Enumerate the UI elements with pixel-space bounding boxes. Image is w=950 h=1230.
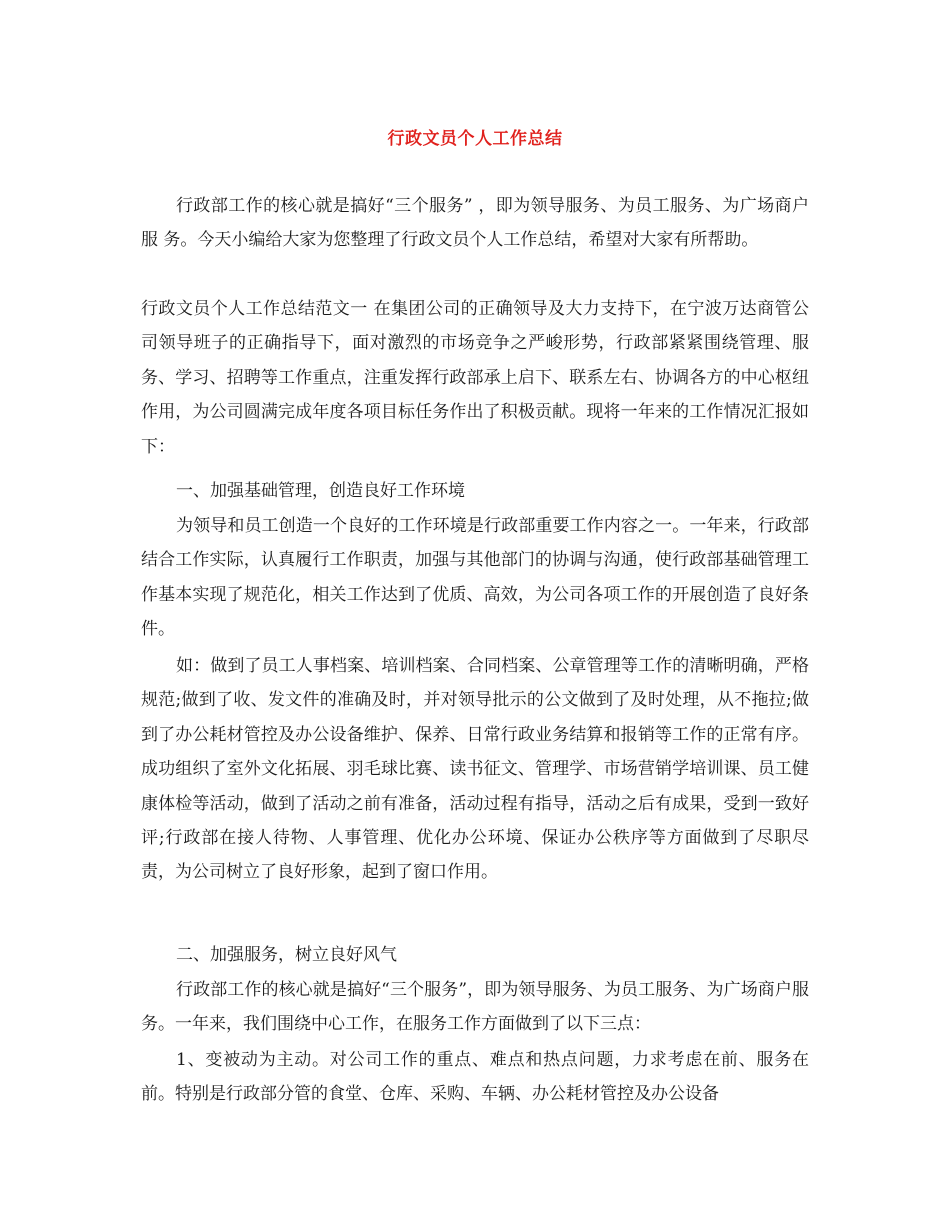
section-heading-1: 一、加强基础管理，创造良好工作环境 <box>176 481 465 501</box>
section-heading-2: 二、加强服务，树立良好风气 <box>176 945 397 965</box>
document-title: 行政文员个人工作总结 <box>387 129 563 149</box>
sample-intro-paragraph: 行政文员个人工作总结范文一 在集团公司的正确领导及大力支持下，在宁波万达商管公司领导班子的正确指导下，面对激烈的市场竞争之严峻形势，行政部紧紧围绕管理、服务、学习、招聘等工作重点，注重发挥行政部承上启下、联系左右、协调各方的中心枢纽作用，为公司圆满完成年度各项目标任务作出了积极贡献。现将一年来的工作情况汇报如下： <box>141 299 809 457</box>
section-1-paragraph: 为领导和员工创造一个良好的工作环境是行政部重要工作内容之一。一年来，行政部结合工作实际，认真履行工作职责，加强与其他部门的协调与沟通，使行政部基础管理工作基本实现了规范化，相关工作达到了优质、高效，为公司各项工作的开展创造了良好条件。 <box>141 516 809 640</box>
section-1-examples-paragraph: 如：做到了员工人事档案、培训档案、合同档案、公章管理等工作的清晰明确，严格规范;做到了收、发文件的准确及时，并对领导批示的公文做到了及时处理，从不拖拉;做到了办公耗材管控及办公设备维护、保养、日常行政业务结算和报销等工作的正常有序。成功组织了室外文化拓展、羽毛球比赛、读书征文、管理学、市场营销学培训课、员工健康体检等活动，做到了活动之前有准备，活动过程有指导，活动之后有成果，受到一致好评;行政部在接人待物、人事管理、优化办公环境、保证办公秩序等方面做到了尽职尽责，为公司树立了良好形象，起到了窗口作用。 <box>141 656 809 883</box>
section-2-paragraph: 行政部工作的核心就是搞好“三个服务”，即为领导服务、为员工服务、为广场商户服务。一年来，我们围绕中心工作，在服务工作方面做到了以下三点： <box>141 980 809 1035</box>
intro-paragraph: 行政部工作的核心就是搞好“三个服务” ，即为领导服务、为员工服务、为广场商户服 务。今天小编给大家为您整理了行政文员个人工作总结，希望对大家有所帮助。 <box>141 196 809 251</box>
section-2-item-1-paragraph: 1、变被动为主动。对公司工作的重点、难点和热点问题，力求考虑在前、服务在前。特别是行政部分管的食堂、仓库、采购、车辆、办公耗材管控及办公设备 <box>141 1050 809 1105</box>
